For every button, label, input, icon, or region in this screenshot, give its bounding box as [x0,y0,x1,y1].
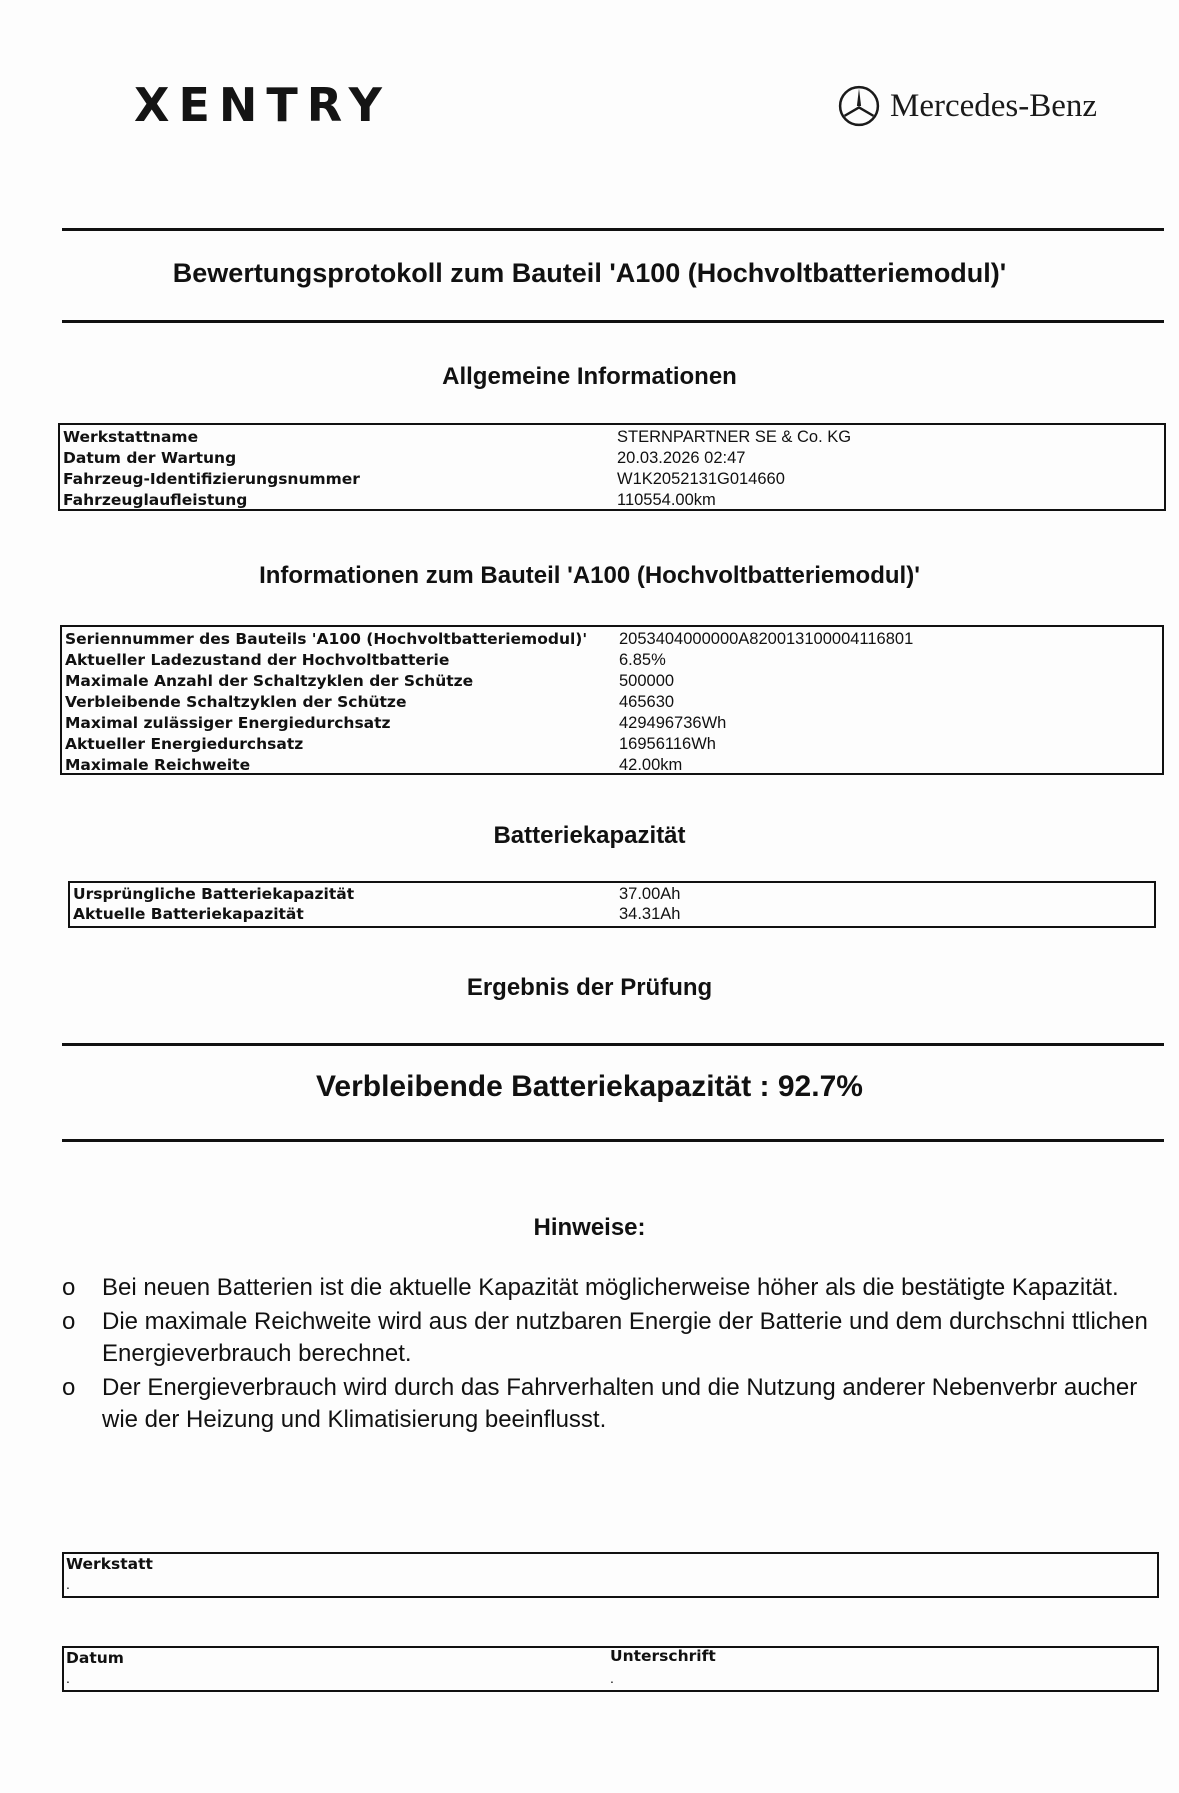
result-bottom-rule [62,1139,1164,1142]
row-label: Verbleibende Schaltzyklen der Schütze [65,693,407,711]
table-row [63,490,1160,511]
table-row [63,427,1160,448]
row-value: 6.85% [619,651,666,669]
table-row [65,629,1158,650]
notes-title: Hinweise: [533,1214,646,1241]
row-value: 16956116Wh [619,735,716,753]
row-value: 37.00Ah [619,885,681,903]
date-signature-box [62,1646,1159,1692]
list-item [62,1306,1152,1370]
general-info-table [58,423,1166,511]
note-text: Die maximale Reichweite wird aus der nutzbaren Energie der Batterie und dem durchschni ttlichen Energieverbrauch berechnet. [102,1308,1148,1367]
row-label: Aktueller Energiedurchsatz [65,735,304,753]
table-row [65,713,1158,734]
row-value: 429496736Wh [619,714,727,732]
remaining-capacity-result: Verbleibende Batteriekapazität : 92.7% [316,1070,863,1103]
table-row [65,755,1158,776]
workshop-placeholder: . [66,1576,70,1592]
row-value: 34.31Ah [619,905,681,923]
row-value: 465630 [619,693,675,711]
row-value: STERNPARTNER SE & Co. KG [617,428,852,446]
general-info-title: Allgemeine Informationen [442,363,737,390]
mercedes-benz-logo [838,85,1097,127]
row-label: Fahrzeug-Identifizierungsnummer [63,470,360,488]
row-label: Ursprüngliche Batteriekapazität [73,885,355,903]
row-label: Werkstattname [63,428,199,446]
bullet-marker: o [62,1274,76,1301]
row-label: Maximale Reichweite [65,756,251,774]
row-value: 110554.00km [617,491,716,509]
row-label: Aktuelle Batteriekapazität [73,905,304,923]
row-label: Aktueller Ladezustand der Hochvoltbatterie [65,651,450,669]
bullet-marker: o [62,1308,76,1335]
table-row [63,448,1160,469]
row-label: Maximale Anzahl der Schaltzyklen der Schütze [65,672,474,690]
row-label: Fahrzeuglaufleistung [63,491,248,509]
list-item [62,1272,1152,1304]
component-info-title: Informationen zum Bauteil 'A100 (Hochvoltbatteriemodul)' [259,562,920,589]
signature-placeholder: . [610,1670,614,1686]
row-value: 42.00km [619,756,683,774]
result-top-rule [62,1043,1164,1046]
table-row [65,671,1158,692]
row-value: 20.03.2026 02:47 [617,449,746,467]
row-label: Seriennummer des Bauteils 'A100 (Hochvoltbatteriemodul)' [65,630,588,648]
row-value: 2053404000000A820013100004116801 [619,630,914,648]
row-value: 500000 [619,672,675,690]
title-bottom-rule [62,320,1164,323]
notes-list [62,1272,1152,1436]
battery-capacity-title: Batteriekapazität [493,822,686,849]
date-placeholder: . [66,1670,70,1686]
list-item [62,1372,1152,1436]
title-top-rule [62,228,1164,231]
bullet-marker: o [62,1374,76,1401]
signature-label: Unterschrift [610,1647,716,1665]
date-label: Datum [66,1649,124,1667]
row-label: Datum der Wartung [63,449,237,467]
workshop-label: Werkstatt [66,1555,153,1573]
table-row [65,692,1158,713]
xentry-logo: XENTRY [134,78,391,132]
table-row [65,650,1158,671]
brand-name: Mercedes-Benz [890,87,1098,124]
table-row [63,469,1160,490]
note-text: Bei neuen Batterien ist die aktuelle Kapazität möglicherweise höher als die bestätigte Kapazität. [102,1274,1119,1301]
mercedes-star-icon [838,85,880,127]
table-row [73,884,1150,904]
document-title: Bewertungsprotokoll zum Bauteil 'A100 (Hochvoltbatteriemodul)' [172,258,1007,288]
workshop-box [62,1552,1159,1598]
row-value: W1K2052131G014660 [617,470,785,488]
battery-capacity-table [68,881,1156,928]
table-row [65,734,1158,755]
row-label: Maximal zulässiger Energiedurchsatz [65,714,391,732]
note-text: Der Energieverbrauch wird durch das Fahrverhalten und die Nutzung anderer Nebenverbr aucher wie der Heizung und Klimatisierung beeinflusst. [102,1374,1138,1433]
table-row [73,904,1150,924]
component-info-table [60,625,1164,775]
result-title: Ergebnis der Prüfung [466,974,713,1001]
